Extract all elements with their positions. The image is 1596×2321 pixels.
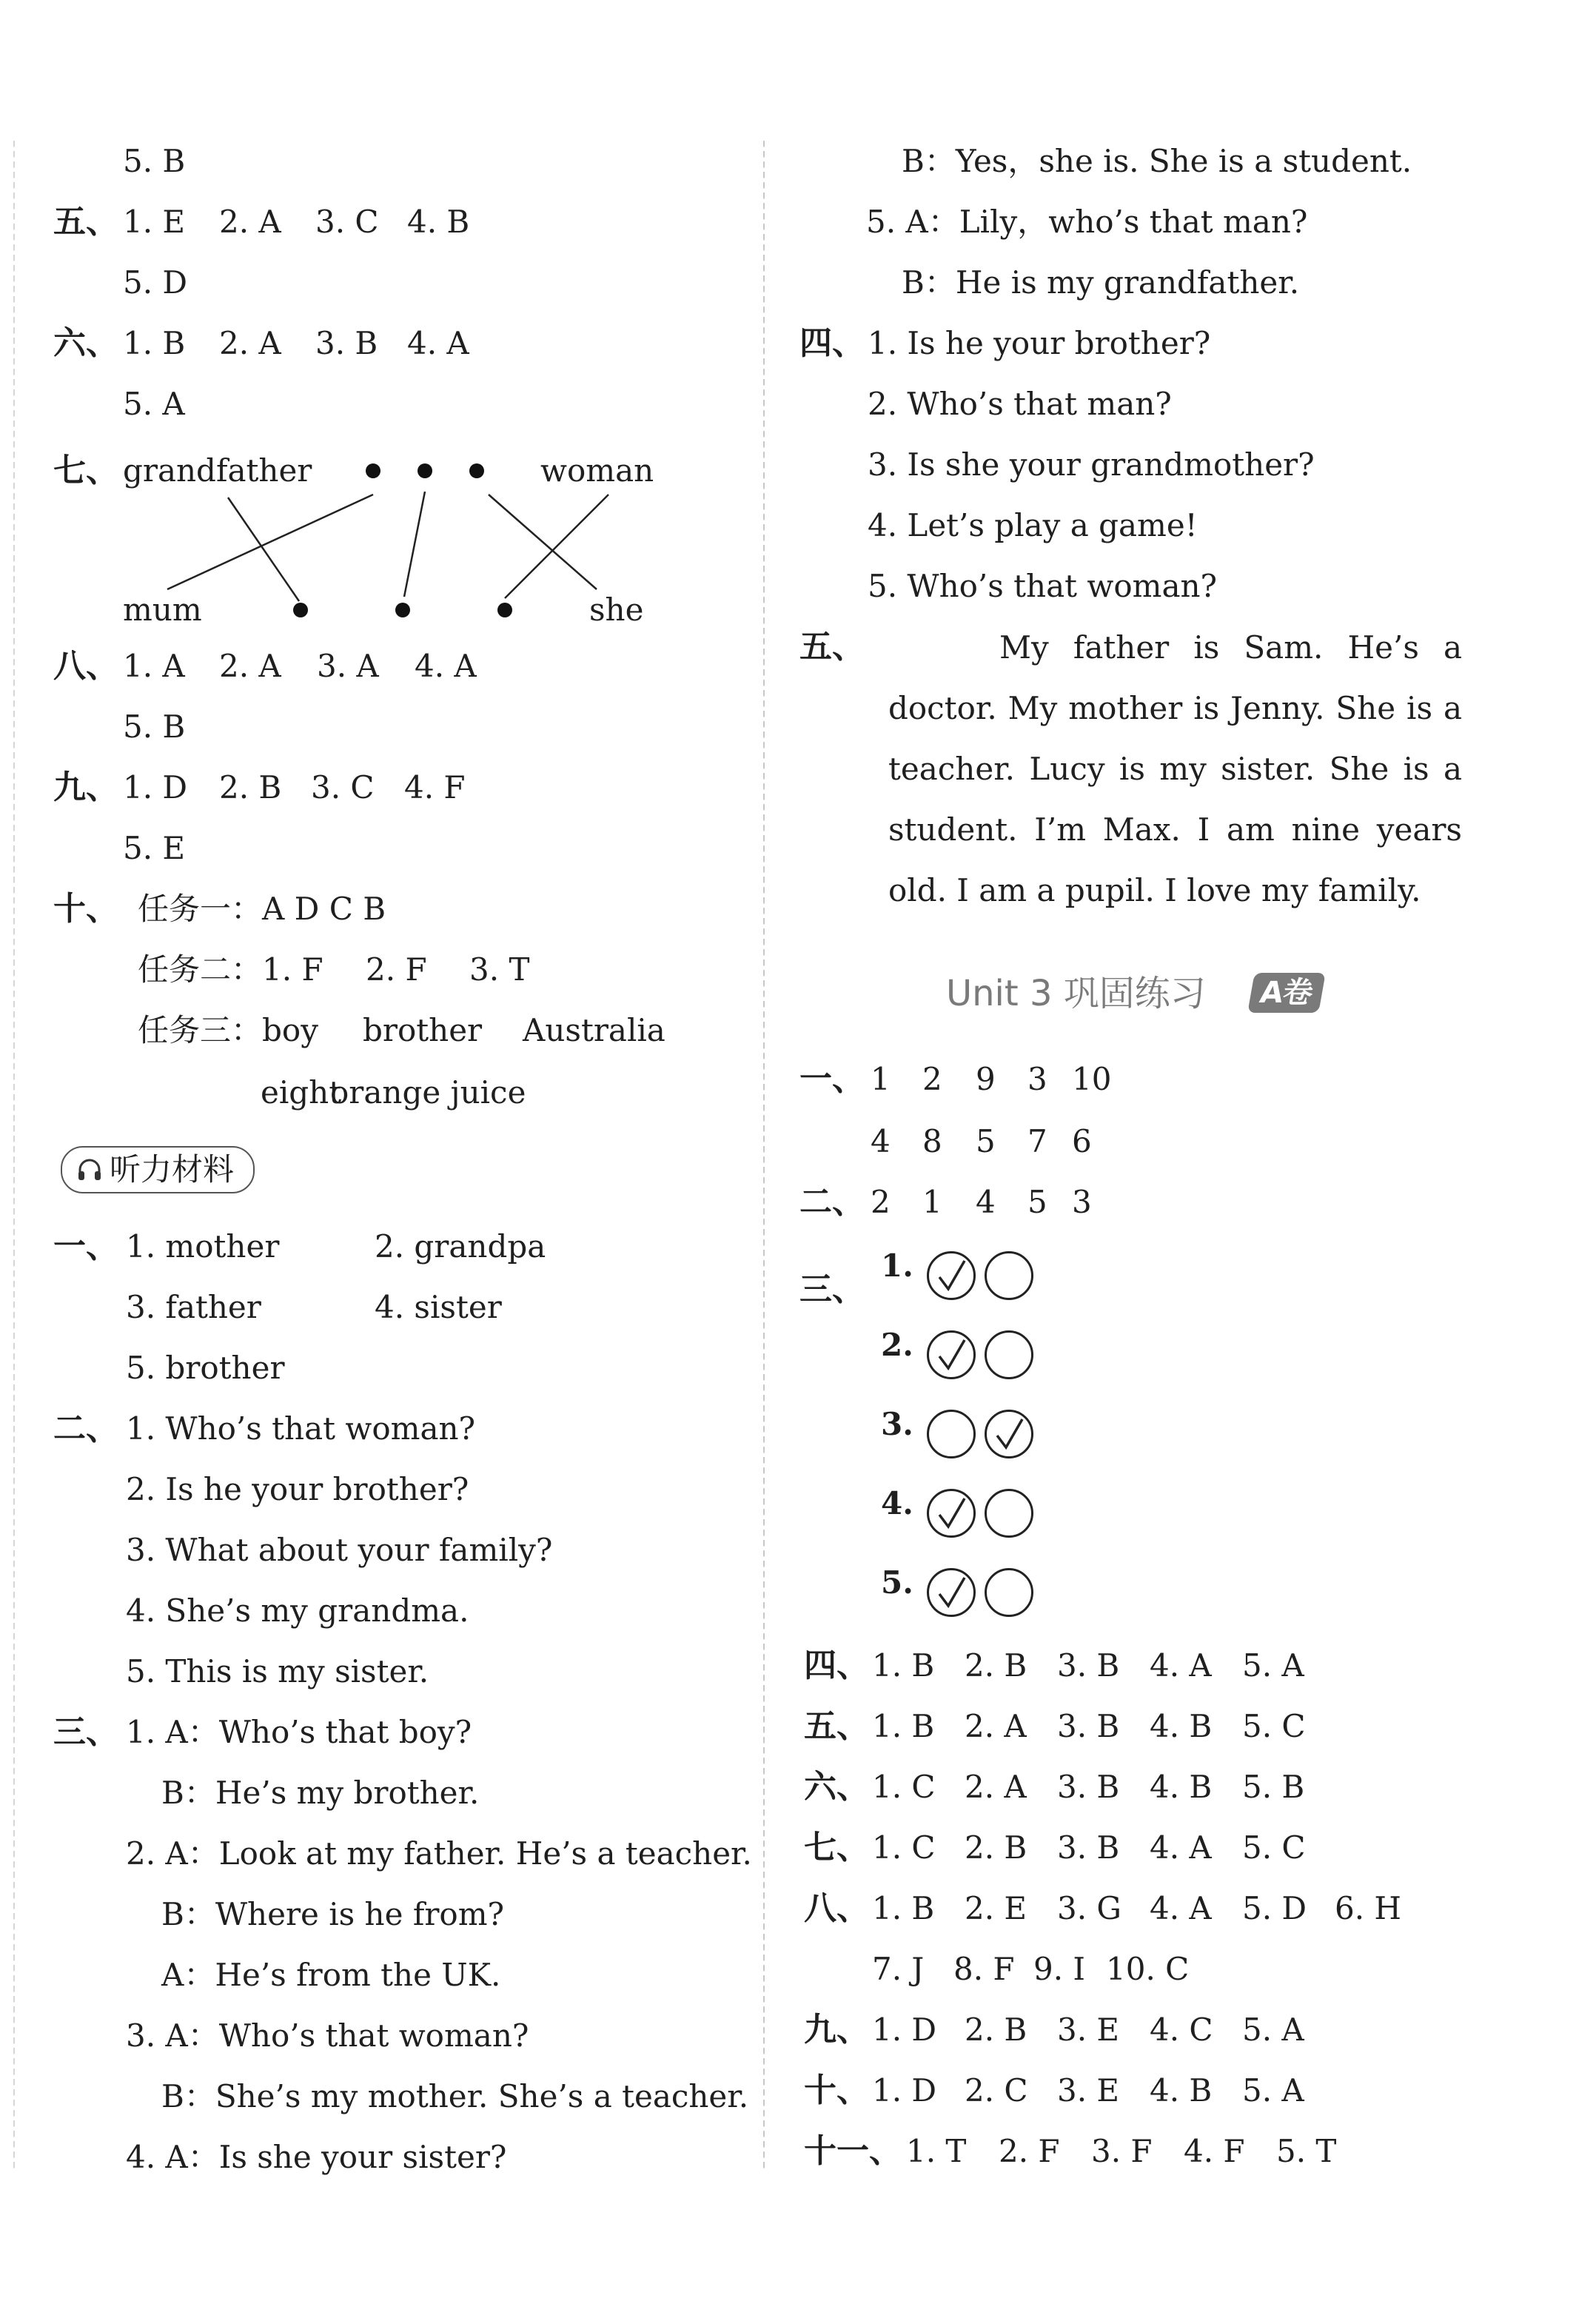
section-label: 五、: [53, 203, 118, 241]
number: 3: [1072, 1184, 1092, 1220]
answer-circle: [985, 1489, 1033, 1538]
answer: 3. A: [317, 648, 379, 684]
answer: 4. A: [1150, 1647, 1212, 1684]
answer-line: [872, 1827, 1306, 1869]
answer: 2. A: [219, 648, 281, 684]
item-number: 4.: [881, 1485, 913, 1521]
section-label: 八、: [53, 647, 118, 685]
answer: 2. E: [965, 1890, 1027, 1926]
answer-line: 5. E: [123, 830, 186, 866]
answer: 3. B: [1057, 1647, 1120, 1684]
section-label: 二、: [799, 1183, 865, 1221]
section-label: 八、: [804, 1889, 869, 1927]
answer-line: [872, 1706, 1306, 1747]
answer-circle: [927, 1330, 976, 1379]
section-label: 十、: [53, 890, 118, 928]
item-number: 3.: [881, 1406, 913, 1442]
list-item: 4. She’s my grandma.: [126, 1592, 469, 1629]
number: 6: [1072, 1123, 1092, 1159]
answer: 4. A: [1150, 1890, 1212, 1926]
answer: 3. C: [311, 769, 375, 806]
match-word-bottom-right: she: [589, 592, 644, 628]
answer-line: [123, 646, 477, 687]
number: 5: [1027, 1184, 1047, 1220]
list-item: 3. What about your family?: [126, 1532, 553, 1568]
number: 5: [976, 1123, 996, 1159]
section-label: 一、: [799, 1060, 865, 1098]
section-label: 五、: [804, 1707, 869, 1745]
dialog-line: A：He’s from the UK.: [161, 1957, 501, 1993]
section-label: 六、: [804, 1768, 869, 1806]
answer: 2. F: [999, 2133, 1060, 2169]
list-item: 3. Is she your grandmother?: [868, 446, 1315, 483]
answer: 5. C: [1242, 1708, 1306, 1744]
answer-circle: [927, 1251, 976, 1300]
answer: 1. F: [262, 951, 323, 988]
answer-line: [872, 1645, 1304, 1687]
check-mark-icon: [993, 1416, 1028, 1453]
item-number: 2.: [881, 1327, 913, 1363]
check-mark-icon: [935, 1337, 970, 1374]
answer: 3. B: [315, 325, 378, 361]
answer: 7. J: [872, 1951, 925, 1987]
list-item: 3. father: [126, 1289, 261, 1325]
dialog-line: 2. A：Look at my father. He’s a teacher.: [126, 1835, 752, 1872]
answer-line: 5. B: [123, 143, 186, 179]
answer-circle: [985, 1251, 1033, 1300]
passage-line: student. I’m Max. I am nine years: [888, 811, 1462, 848]
word: orange juice: [330, 1074, 526, 1111]
section-label: 四、: [804, 1647, 869, 1684]
dialog-line: 4. A：Is she your sister?: [126, 2139, 507, 2175]
answer: 1. C: [872, 1769, 936, 1805]
passage-line: My father is Sam. He’s a: [999, 629, 1462, 666]
answer: 4. B: [1150, 1769, 1213, 1805]
answer-line: 5. B: [123, 709, 186, 745]
dialog-line: 1. A：Who’s that boy?: [126, 1714, 472, 1750]
answer: 1. B: [123, 325, 186, 361]
answer: 5. T: [1276, 2133, 1337, 2169]
section-label: 九、: [53, 768, 118, 806]
answer: 1. B: [872, 1890, 935, 1926]
answer: 1. A: [123, 648, 185, 684]
dialog-line: B：He’s my brother.: [161, 1775, 480, 1811]
answer: 8. F: [953, 1951, 1015, 1987]
answer: 5. A: [1242, 1647, 1304, 1684]
task-one: 任务一：A D C B: [138, 891, 386, 927]
answer: 4. C: [1150, 2012, 1213, 2048]
section-label: 三、: [799, 1270, 865, 1308]
passage: [888, 617, 1462, 921]
task-two: [138, 949, 529, 991]
answer: 1. D: [123, 769, 188, 806]
answer: 1. B: [872, 1708, 935, 1744]
number: 2: [922, 1061, 942, 1097]
answer-circle: [985, 1410, 1033, 1458]
task-three-cont: [261, 1072, 526, 1113]
answer-line: [872, 2009, 1304, 2051]
answer-line: [872, 1766, 1304, 1808]
number: 1: [922, 1184, 942, 1220]
number-row: [871, 1121, 1092, 1162]
headphones-icon: [77, 1158, 102, 1182]
answer: 5. B: [1242, 1769, 1305, 1805]
item-number: 1.: [881, 1247, 913, 1284]
dialog-line: B：Where is he from?: [161, 1896, 505, 1932]
answer: 10. C: [1106, 1951, 1190, 1987]
answer: 5. A: [1242, 2012, 1304, 2048]
answer-circle: [927, 1410, 976, 1458]
answer: 3. T: [469, 951, 530, 988]
section-label: 三、: [53, 1713, 118, 1751]
dialog-line: 3. A：Who’s that woman?: [126, 2017, 529, 2054]
number: 10: [1072, 1061, 1112, 1097]
answer: 3. B: [1057, 1829, 1120, 1866]
section-label: 九、: [804, 2011, 869, 2049]
answer: 1. B: [872, 1647, 935, 1684]
list-item: 5. brother: [126, 1350, 285, 1386]
answer: 4. B: [1150, 2072, 1213, 2109]
section-label: 七、: [53, 452, 118, 489]
answer: 5. A: [1242, 2072, 1304, 2109]
answer-circle: [985, 1568, 1033, 1617]
number-row: [871, 1059, 1111, 1100]
check-mark-icon: [935, 1258, 970, 1295]
answer-circle: [985, 1330, 1033, 1379]
number: 1: [871, 1061, 891, 1097]
list-item: 2. Who’s that man?: [868, 386, 1172, 422]
task-three: [138, 1010, 665, 1051]
answer: 2. F: [366, 951, 427, 988]
answer: 1. C: [872, 1829, 936, 1866]
answer-line: [872, 2070, 1304, 2111]
answer: 2. B: [965, 2012, 1027, 2048]
answer: 3. B: [1057, 1708, 1120, 1744]
answer: 3. E: [1057, 2072, 1120, 2109]
answer: 4. A: [407, 325, 469, 361]
answer: 4. F: [1184, 2133, 1245, 2169]
answer: 6. H: [1335, 1890, 1402, 1926]
item-number: 5.: [881, 1564, 913, 1601]
unit-title: Unit 3 巩固练习: [946, 973, 1206, 1014]
passage-line: old. I am a pupil. I love my family.: [888, 872, 1421, 908]
number: 8: [922, 1123, 942, 1159]
list-item: 4. sister: [375, 1289, 502, 1325]
number: 3: [1027, 1061, 1047, 1097]
answer: 2. B: [965, 1647, 1027, 1684]
answer: 4. A: [415, 648, 477, 684]
answer: 1. E: [123, 204, 186, 240]
list-item: 4. Let’s play a game!: [868, 507, 1198, 543]
answer: 3. E: [1057, 2012, 1120, 2048]
answer: 2. A: [219, 325, 281, 361]
column-divider: [763, 141, 765, 2169]
dialog-line: B：He is my grandfather.: [902, 264, 1300, 301]
word: brother: [363, 1012, 483, 1048]
section-label: 四、: [799, 324, 865, 362]
passage-line: teacher. Lucy is my sister. She is a: [888, 751, 1462, 787]
answer-line: [123, 767, 466, 808]
list-item: 1. Who’s that woman?: [126, 1410, 476, 1447]
tag-label: 听力材料: [110, 1151, 235, 1188]
section-label: 十、: [804, 2072, 869, 2109]
dialog-line: B：She’s my mother. She’s a teacher.: [161, 2078, 749, 2114]
list-item: 5. Who’s that woman?: [868, 568, 1218, 604]
answer: 4. F: [404, 769, 466, 806]
answer: 4. A: [1150, 1829, 1212, 1866]
answer: 4. B: [407, 204, 470, 240]
list-item: 5. This is my sister.: [126, 1653, 429, 1689]
number: 4: [871, 1123, 891, 1159]
answer-line: 5. D: [123, 264, 188, 301]
list-item: 1. Is he your brother?: [868, 325, 1211, 361]
answer: 1. D: [872, 2012, 937, 2048]
answer: 5. D: [1242, 1890, 1307, 1926]
word: Australia: [523, 1012, 665, 1048]
section-label: 十一、: [804, 2132, 902, 2170]
answer-line: [872, 1949, 1189, 1990]
answer-line: [872, 1888, 1401, 1929]
answer: 3. G: [1057, 1890, 1121, 1926]
list-item: 2. Is he your brother?: [126, 1471, 469, 1507]
answer: 2. C: [965, 2072, 1028, 2109]
number: 2: [871, 1184, 891, 1220]
section-label: 二、: [53, 1410, 118, 1447]
answer-line: 5. A: [123, 386, 185, 422]
section-label: 六、: [53, 324, 118, 362]
answer: 4. B: [1150, 1708, 1213, 1744]
answer: 5. C: [1242, 1829, 1306, 1866]
section-label: 七、: [804, 1829, 869, 1866]
answer: 2. A: [965, 1769, 1027, 1805]
match-lines: [0, 0, 762, 666]
dialog-line: 5. A：Lily，who’s that man?: [866, 204, 1308, 240]
passage-line: doctor. My mother is Jenny. She is a: [888, 690, 1462, 726]
number: 4: [976, 1184, 996, 1220]
answer: 3. B: [1057, 1769, 1120, 1805]
answer: 3. C: [315, 204, 379, 240]
number: 7: [1027, 1123, 1047, 1159]
match-word-bottom-left: mum: [123, 592, 202, 628]
word: boy: [262, 1012, 318, 1048]
answer: 2. B: [965, 1829, 1027, 1866]
answer: 1. D: [872, 2072, 937, 2109]
task-label: 任务二：: [138, 951, 263, 988]
answer: 2. A: [219, 204, 281, 240]
match-word-top-right: woman: [540, 452, 654, 489]
list-item: 2. grandpa: [375, 1228, 546, 1265]
answer-circle: [927, 1568, 976, 1617]
match-word-top-left: grandfather: [123, 452, 312, 489]
list-item: 1. mother: [126, 1228, 280, 1265]
unit-badge: A卷: [1247, 973, 1326, 1013]
answer: 9. I: [1033, 1951, 1086, 1987]
answer-line: [906, 2131, 1336, 2172]
number: 9: [976, 1061, 996, 1097]
check-mark-icon: [935, 1496, 970, 1533]
listening-material-tag: [61, 1146, 255, 1193]
dialog-line: B：Yes，she is. She is a student.: [902, 143, 1412, 179]
answer: 2. A: [965, 1708, 1027, 1744]
number-row: [871, 1182, 1092, 1223]
section-label: 五、: [799, 628, 865, 666]
answer: 3. F: [1091, 2133, 1153, 2169]
task-label: 任务三：: [138, 1012, 263, 1048]
answer-circle: [927, 1489, 976, 1538]
answer: 2. B: [219, 769, 282, 806]
check-mark-icon: [935, 1575, 970, 1612]
section-label: 一、: [53, 1228, 118, 1265]
answer: 1. T: [906, 2133, 967, 2169]
word: eight: [261, 1074, 342, 1111]
